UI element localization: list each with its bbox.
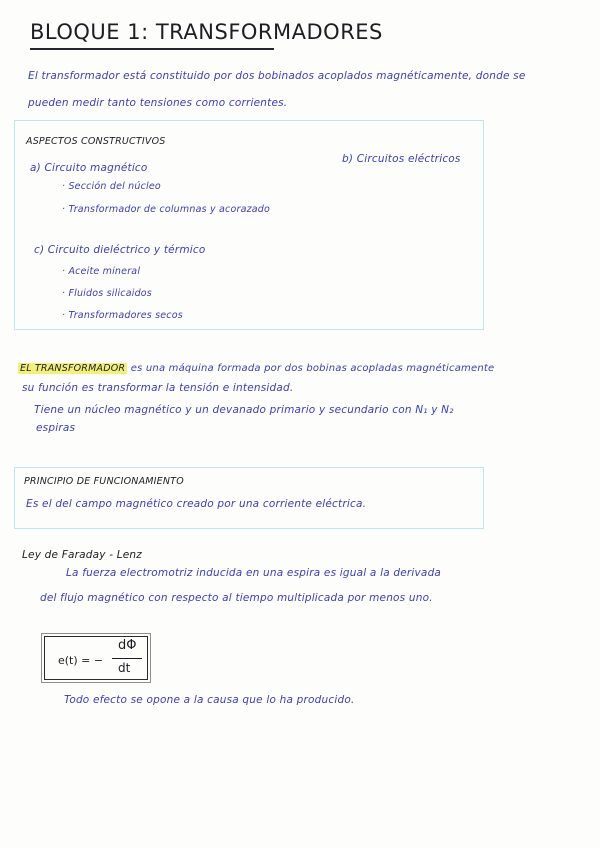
equation-fraction-bar — [112, 658, 142, 659]
faraday-note: Todo efecto se opone a la causa que lo ha producido. — [64, 694, 355, 706]
intro-line-1: El transformador está constituido por dos bobinados acoplados magnéticamente, donde se — [28, 70, 526, 82]
item-a-sub-2: · Transformador de columnas y acorazado — [62, 204, 271, 215]
item-a-label: a) Circuito magnético — [30, 162, 148, 174]
item-c-sub-1: · Aceite mineral — [62, 266, 141, 277]
definition-line-1 — [18, 362, 494, 374]
item-b-label: b) Circuitos eléctricos — [342, 153, 461, 165]
equation-lhs: e(t) = − — [58, 654, 104, 667]
faraday-line-1: La fuerza electromotriz inducida en una espira es igual a la derivada — [66, 567, 442, 579]
page-title: BLOQUE 1: TRANSFORMADORES — [30, 20, 383, 44]
equation-denominator: dt — [118, 661, 131, 675]
principle-text: Es el del campo magnético creado por una corriente eléctrica. — [26, 498, 367, 510]
definition-highlight: EL TRANSFORMADOR — [20, 363, 126, 374]
intro-line-2: pueden medir tanto tensiones como corrientes. — [28, 97, 288, 109]
constructive-heading: ASPECTOS CONSTRUCTIVOS — [26, 136, 166, 147]
title-underline — [30, 48, 274, 50]
definition-line-4: espiras — [36, 422, 76, 434]
faraday-heading: Ley de Faraday - Lenz — [22, 549, 143, 561]
definition-line-2: su función es transformar la tensión e intensidad. — [22, 382, 294, 394]
definition-line-3: Tiene un núcleo magnético y un devanado primario y secundario con N₁ y N₂ — [34, 404, 454, 416]
definition-line-1-rest: es una máquina formada por dos bobinas acopladas magnéticamente — [130, 363, 495, 374]
item-c-sub-3: · Transformadores secos — [62, 310, 183, 321]
principle-heading: PRINCIPIO DE FUNCIONAMIENTO — [24, 476, 184, 487]
equation-numerator: dΦ — [118, 638, 137, 653]
item-c-label: c) Circuito dieléctrico y térmico — [34, 244, 206, 256]
item-c-sub-2: · Fluidos silicaidos — [62, 288, 152, 299]
item-a-sub-1: · Sección del núcleo — [62, 181, 161, 192]
faraday-line-2: del flujo magnético con respecto al tiempo multiplicada por menos uno. — [40, 592, 433, 604]
